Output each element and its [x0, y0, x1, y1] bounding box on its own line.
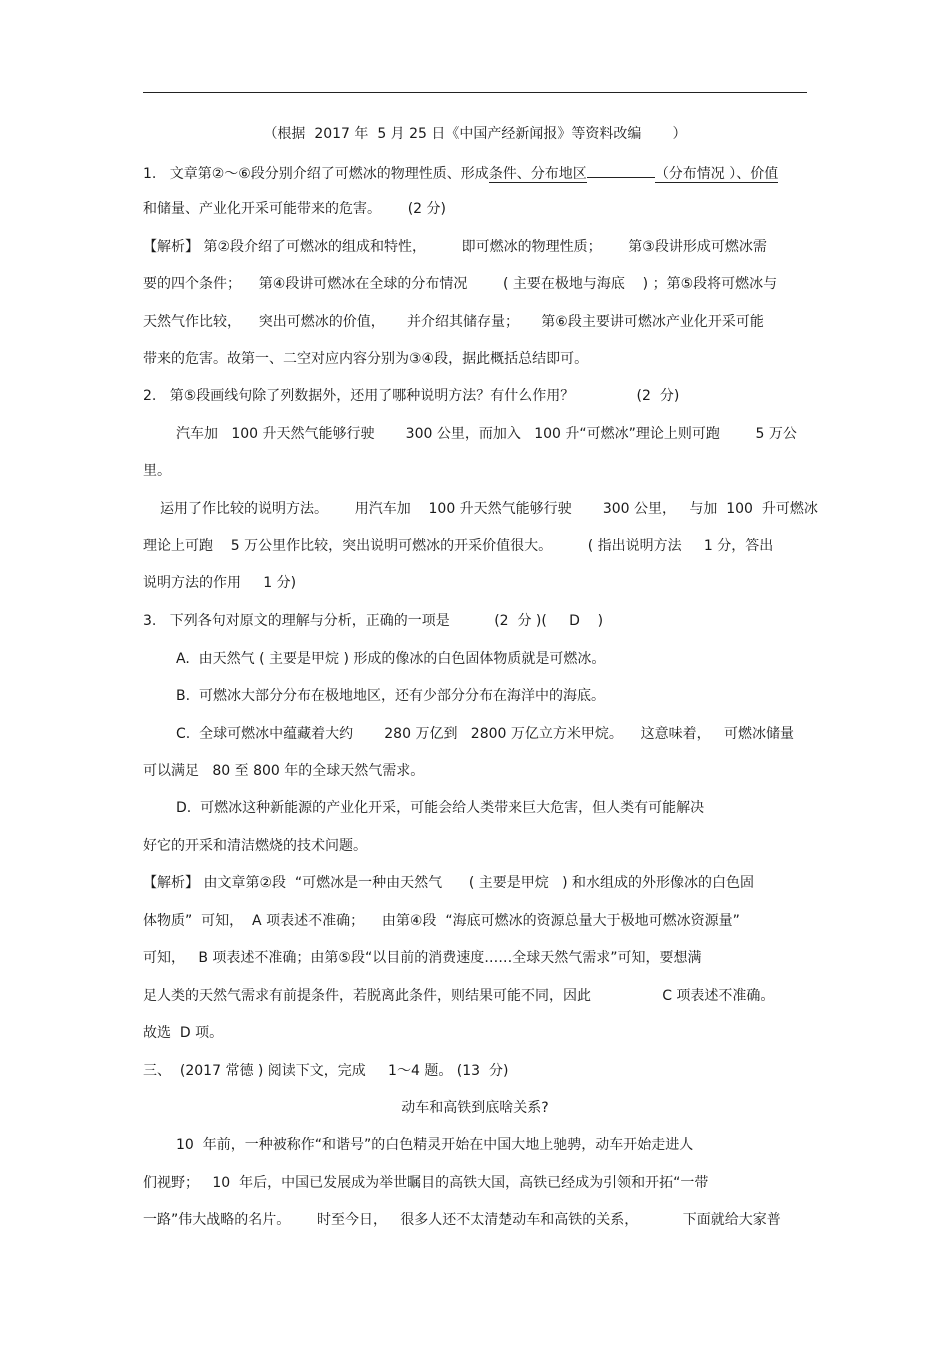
- analysis-1-line: 要的四个条件； 第④段讲可燃冰在全球的分布情况 ( 主要在极地与海底 ) ；第⑤段将可燃冰与: [143, 276, 778, 292]
- section-3-heading: 三、 (2017 常德 ) 阅读下文，完成 1～4 题。 (13 分): [143, 1063, 509, 1079]
- question-1-suffix: （分布情况 ）、价值: [654, 166, 779, 182]
- question-1-line-2: 和储量、产业化开采可能带来的危害。 (2 分): [143, 201, 446, 217]
- header-rule: [143, 92, 807, 93]
- option-c-continued: 可以满足 80 至 800 年的全球天然气需求。: [143, 763, 425, 779]
- article-paragraph-line: 10 年前，一种被称作“和谐号”的白色精灵开始在中国大地上驰骋，动车开始走进人: [176, 1137, 694, 1153]
- question-2-answer: 说明方法的作用 1 分): [143, 575, 297, 591]
- answer-blank-2: 分布地区: [530, 166, 587, 182]
- analysis-1-line: 天然气作比较， 突出可燃冰的价值， 并介绍其储存量； 第⑥段主要讲可燃冰产业化开采可能: [143, 314, 764, 330]
- article-paragraph-line: 一路”伟大战略的名片。 时至今日， 很多人还不太清楚动车和高铁的关系， 下面就给大家普: [143, 1212, 781, 1228]
- option-a: A. 由天然气 ( 主要是甲烷 ) 形成的像冰的白色固体物质就是可燃冰。: [176, 651, 606, 667]
- option-d: D. 可燃冰这种新能源的产业化开采，可能会给人类带来巨大危害，但人类有可能解决: [176, 800, 705, 816]
- question-3-stem: 3. 下列各句对原文的理解与分析，正确的一项是 (2 分 )( D ): [143, 613, 604, 629]
- option-b: B. 可燃冰大部分分布在极地地区，还有少部分分布在海洋中的海底。: [176, 688, 605, 704]
- analysis-3-line: 体物质” 可知， A 项表述不准确； 由第④段 “海底可燃冰的资源总量大于极地可燃冰资源量”: [143, 913, 740, 929]
- answer-underline: [587, 162, 655, 178]
- question-1-text: 1. 文章第②～⑥段分别介绍了可燃冰的物理性质、形成: [143, 166, 489, 182]
- analysis-3-line: 故选 D 项。: [143, 1025, 224, 1041]
- option-d-continued: 好它的开采和清洁燃烧的技术问题。: [143, 838, 367, 854]
- analysis-3-line: 可知， B 项表述不准确；由第⑤段“以目前的消费速度……全球天然气需求”可知，要想满: [143, 950, 702, 966]
- article-title: 动车和高铁到底啥关系?: [401, 1100, 549, 1116]
- analysis-3-line: 【解析】 由文章第②段 “可燃冰是一种由天然气 ( 主要是甲烷 ) 和水组成的外形像冰的白色固: [143, 875, 755, 891]
- question-1-line-1: [143, 162, 778, 184]
- article-paragraph-line: 们视野； 10 年后，中国已发展成为举世瞩目的高铁大国，高铁已经成为引领和开拓“一带: [143, 1175, 709, 1191]
- question-2-answer: 运用了作比较的说明方法。 用汽车加 100 升天然气能够行驶 300 公里， 与加 100 升可燃冰: [160, 501, 818, 517]
- analysis-1-line: 【解析】 第②段介绍了可燃冰的组成和特性， 即可燃冰的物理性质； 第③段讲形成可燃冰需: [143, 239, 767, 255]
- question-2-stem: 2. 第⑤段画线句除了列数据外，还用了哪种说明方法？有什么作用？ (2 分): [143, 388, 680, 404]
- analysis-3-line: 足人类的天然气需求有前提条件，若脱离此条件，则结果可能不同，因此 C 项表述不准确。: [143, 988, 775, 1004]
- question-2-quote: 汽车加 100 升天然气能够行驶 300 公里，而加入 100 升“可燃冰”理论上则可跑 5 万公: [176, 426, 797, 442]
- analysis-1-line: 带来的危害。故第一、二空对应内容分别为③④段，据此概括总结即可。: [143, 351, 589, 367]
- option-c: C. 全球可燃冰中蕴藏着大约 280 万亿到 2800 万亿立方米甲烷。 这意味着， 可燃冰储量: [176, 726, 795, 742]
- answer-blank-1: 条件、: [488, 166, 531, 182]
- source-note: （根据 2017 年 5 月 25 日《中国产经新闻报》等资料改编 ）: [263, 126, 687, 142]
- question-2-answer: 理论上可跑 5 万公里作比较，突出说明可燃冰的开采价值很大。 ( 指出说明方法 1 分，答出: [143, 538, 774, 554]
- question-2-quote: 里。: [143, 463, 171, 479]
